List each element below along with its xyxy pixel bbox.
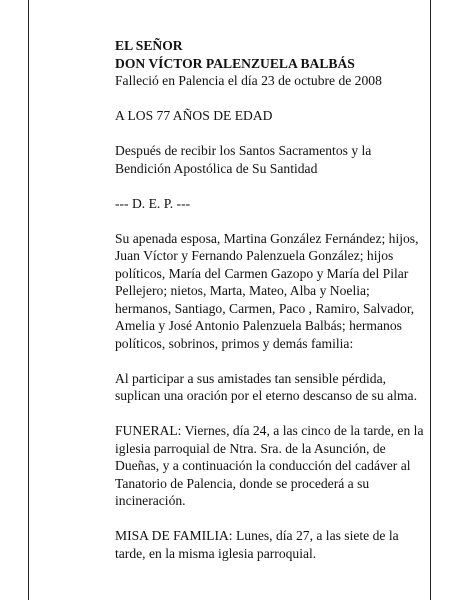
death-info: Falleció en Palencia el día 23 de octubre de 2008 bbox=[115, 73, 382, 88]
title-line-1: EL SEÑOR bbox=[115, 38, 183, 53]
funeral-paragraph: FUNERAL: Viernes, día 24, a las cinco de la tarde, en la iglesia parroquial de Ntra. Sra. de la Asunción, de Dueñas, y a continuación la conducción del cadáver al Tanatorio de Palencia, donde se procederá a su incineración. bbox=[115, 423, 424, 508]
rip-line: --- D. E. P. --- bbox=[115, 195, 191, 211]
request-paragraph: Al participar a sus amistades tan sensible pérdida, suplican una oración por el eterno descanso de su alma. bbox=[115, 370, 417, 403]
obituary-notice bbox=[115, 37, 427, 562]
age-line: A LOS 77 AÑOS DE EDAD bbox=[115, 108, 273, 123]
family-mass-paragraph: MISA DE FAMILIA: Lunes, día 27, a las siete de la tarde, en la misma iglesia parroquial. bbox=[115, 528, 399, 561]
deceased-name: DON VÍCTOR PALENZUELA BALBÁS bbox=[115, 55, 355, 71]
sacraments-paragraph: Después de recibir los Santos Sacramentos y la Bendición Apostólica de Su Santidad bbox=[115, 143, 372, 176]
family-paragraph: Su apenada esposa, Martina González Fernández; hijos, Juan Víctor y Fernando Palenzuela González; hijos políticos, María del Carmen Gazopo y María del Pilar Pellejero; nietos, Marta, Mateo, Alba y Noelia; hermanos, Santiago, Carmen, Paco , Ramiro, Salvador, Amelia y José Antonio Palenzuela Balbás; hermanos políticos, sobrinos, primos y demás familia: bbox=[115, 230, 419, 351]
